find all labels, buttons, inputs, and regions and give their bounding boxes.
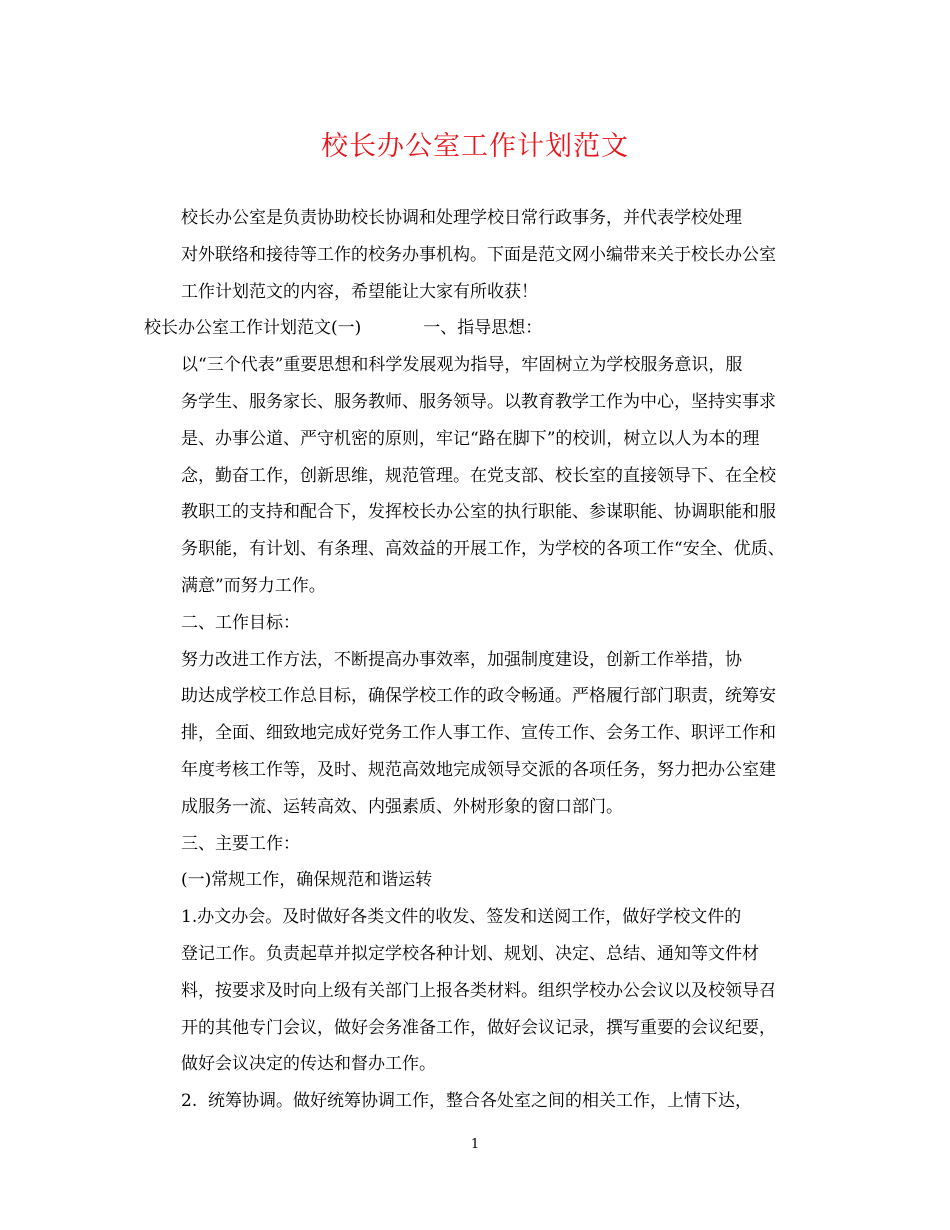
guiding-paragraph <box>144 347 806 605</box>
guiding-line: 教职工的支持和配合下，发挥校长办公室的执行职能、参谋职能、协调职能和服 <box>181 502 776 523</box>
guiding-line: 务学生、服务家长、服务教师、服务领导。以教育教学工作为中心，坚持实事求 <box>181 391 776 412</box>
goals-line: 成服务一流、运转高效、内强素质、外树形象的窗口部门。 <box>181 796 623 817</box>
goals-line: 年度考核工作等，及时、规范高效地完成领导交派的各项任务，努力把办公室建 <box>181 759 776 780</box>
guiding-line: 是、办事公道、严守机密的原则，牢记“路在脚下”的校训，树立以人为本的理 <box>181 428 760 449</box>
guiding-line: 务职能，有计划、有条理、高效益的开展工作，为学校的各项工作“安全、优质、 <box>181 539 785 560</box>
goals-line: 努力改进工作方法，不断提高办事效率，加强制度建设，创新工作举措，协 <box>181 649 742 670</box>
goals-line: 助达成学校工作总目标，确保学校工作的政令畅通。严格履行部门职责，统筹安 <box>181 686 776 707</box>
plan-title-one: 校长办公室工作计划范文(一) <box>144 318 362 339</box>
guiding-line: 满意”而努力工作。 <box>181 575 326 596</box>
item1-line: 做好会议决定的传达和督办工作。 <box>181 1054 436 1075</box>
heading-guiding-thought: 一、指导思想： <box>423 318 543 339</box>
goals-paragraph <box>144 642 806 826</box>
intro-line: 工作计划范文的内容，希望能让大家有所收获！ <box>181 281 538 302</box>
heading-work-goals: 二、工作目标： <box>181 612 300 633</box>
section1-line <box>144 310 806 347</box>
subheading-routine-work: (一)常规工作，确保规范和谐运转 <box>181 870 433 891</box>
document-title: 校长办公室工作计划范文 <box>321 131 629 162</box>
goals-line: 排，全面、细致地完成好党务工作人事工作、宣传工作、会务工作、职评工作和 <box>181 723 776 744</box>
intro-line: 校长办公室是负责协助校长协调和处理学校日常行政事务，并代表学校处理 <box>181 208 742 228</box>
page-number: 1 <box>470 1137 480 1152</box>
heading-main-work: 三、主要工作： <box>181 833 300 854</box>
intro-paragraph <box>144 200 806 310</box>
document-body <box>144 200 806 1120</box>
item1-line: 登记工作。负责起草并拟定学校各种计划、规划、决定、总结、通知等文件材 <box>181 943 759 964</box>
item1-line: 料，按要求及时向上级有关部门上报各类材料。组织学校办公会议以及校领导召 <box>181 980 776 1001</box>
item2-line: 2. 统筹协调。做好统筹协调工作，整合各处室之间的相关工作，上情下达， <box>181 1091 753 1112</box>
guiding-line: 以“三个代表”重要思想和科学发展观为指导，牢固树立为学校服务意识，服 <box>181 355 743 376</box>
item1-line: 1.办文办会。及时做好各类文件的收发、签发和送阅工作，做好学校文件的 <box>181 907 742 928</box>
item1-paragraph <box>144 899 806 1083</box>
guiding-line: 念，勤奋工作，创新思维，规范管理。在党支部、校长室的直接领导下、在全校 <box>181 465 776 486</box>
item2-paragraph <box>144 1083 806 1120</box>
item1-line: 开的其他专门会议，做好会务准备工作，做好会议记录，撰写重要的会议纪要， <box>181 1017 776 1038</box>
intro-line: 对外联络和接待等工作的校务办事机构。下面是范文网小编带来关于校长办公室 <box>181 244 776 265</box>
